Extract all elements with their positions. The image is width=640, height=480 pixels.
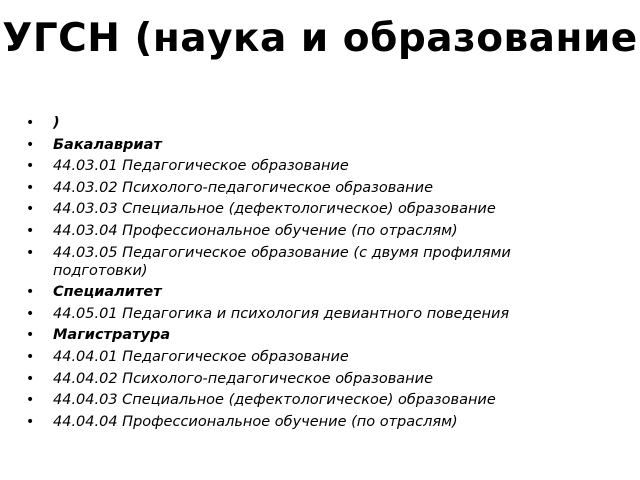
item-text: Бакалавриат: [53, 136, 162, 153]
program-list: [26, 114, 606, 434]
item-text: ): [53, 115, 60, 131]
bullet-icon: •: [26, 201, 35, 218]
item-text: 44.03.02 Психолого-педагогическое образование: [53, 179, 433, 196]
bullet-icon: •: [26, 284, 35, 301]
item-text: 44.04.01 Педагогическое образование: [53, 348, 349, 365]
item-text: Специалитет: [53, 284, 162, 301]
item-text: Магистратура: [53, 327, 171, 344]
program-item: [26, 413, 606, 431]
program-item: [26, 244, 606, 280]
program-item: [26, 200, 606, 218]
item-text: 44.03.05 Педагогическое образование (с двумя профилями подготовки): [53, 244, 511, 279]
item-text: 44.04.02 Психолого-педагогическое образование: [53, 370, 433, 387]
item-text: 44.03.01 Педагогическое образование: [53, 158, 349, 175]
bullet-icon: •: [26, 348, 35, 365]
section-heading: [26, 136, 606, 154]
section-heading: [26, 114, 606, 132]
item-text: 44.03.03 Специальное (дефектологическое) образование: [53, 201, 496, 218]
program-item: [26, 305, 606, 323]
bullet-icon: •: [26, 244, 35, 261]
item-text: 44.03.04 Профессиональное обучение (по отраслям): [53, 222, 458, 239]
bullet-icon: •: [26, 413, 35, 430]
program-item: [26, 157, 606, 175]
program-item: [26, 222, 606, 240]
item-text: 44.04.03 Специальное (дефектологическое) образование: [53, 392, 496, 409]
bullet-icon: •: [26, 327, 35, 344]
section-heading: [26, 326, 606, 344]
bullet-icon: •: [26, 305, 35, 322]
program-item: [26, 370, 606, 388]
slide-title: УГСН (наука и образование: [2, 16, 638, 61]
bullet-icon: •: [26, 222, 35, 239]
item-text: 44.04.04 Профессиональное обучение (по отраслям): [53, 413, 458, 430]
bullet-icon: •: [26, 370, 35, 387]
program-item: [26, 391, 606, 409]
item-text: 44.05.01 Педагогика и психология девиантного поведения: [53, 305, 510, 322]
bullet-icon: •: [26, 179, 35, 196]
bullet-icon: •: [26, 115, 35, 131]
section-heading: [26, 283, 606, 301]
program-item: [26, 348, 606, 366]
bullet-icon: •: [26, 392, 35, 409]
program-item: [26, 179, 606, 197]
bullet-icon: •: [26, 158, 35, 175]
bullet-icon: •: [26, 136, 35, 153]
